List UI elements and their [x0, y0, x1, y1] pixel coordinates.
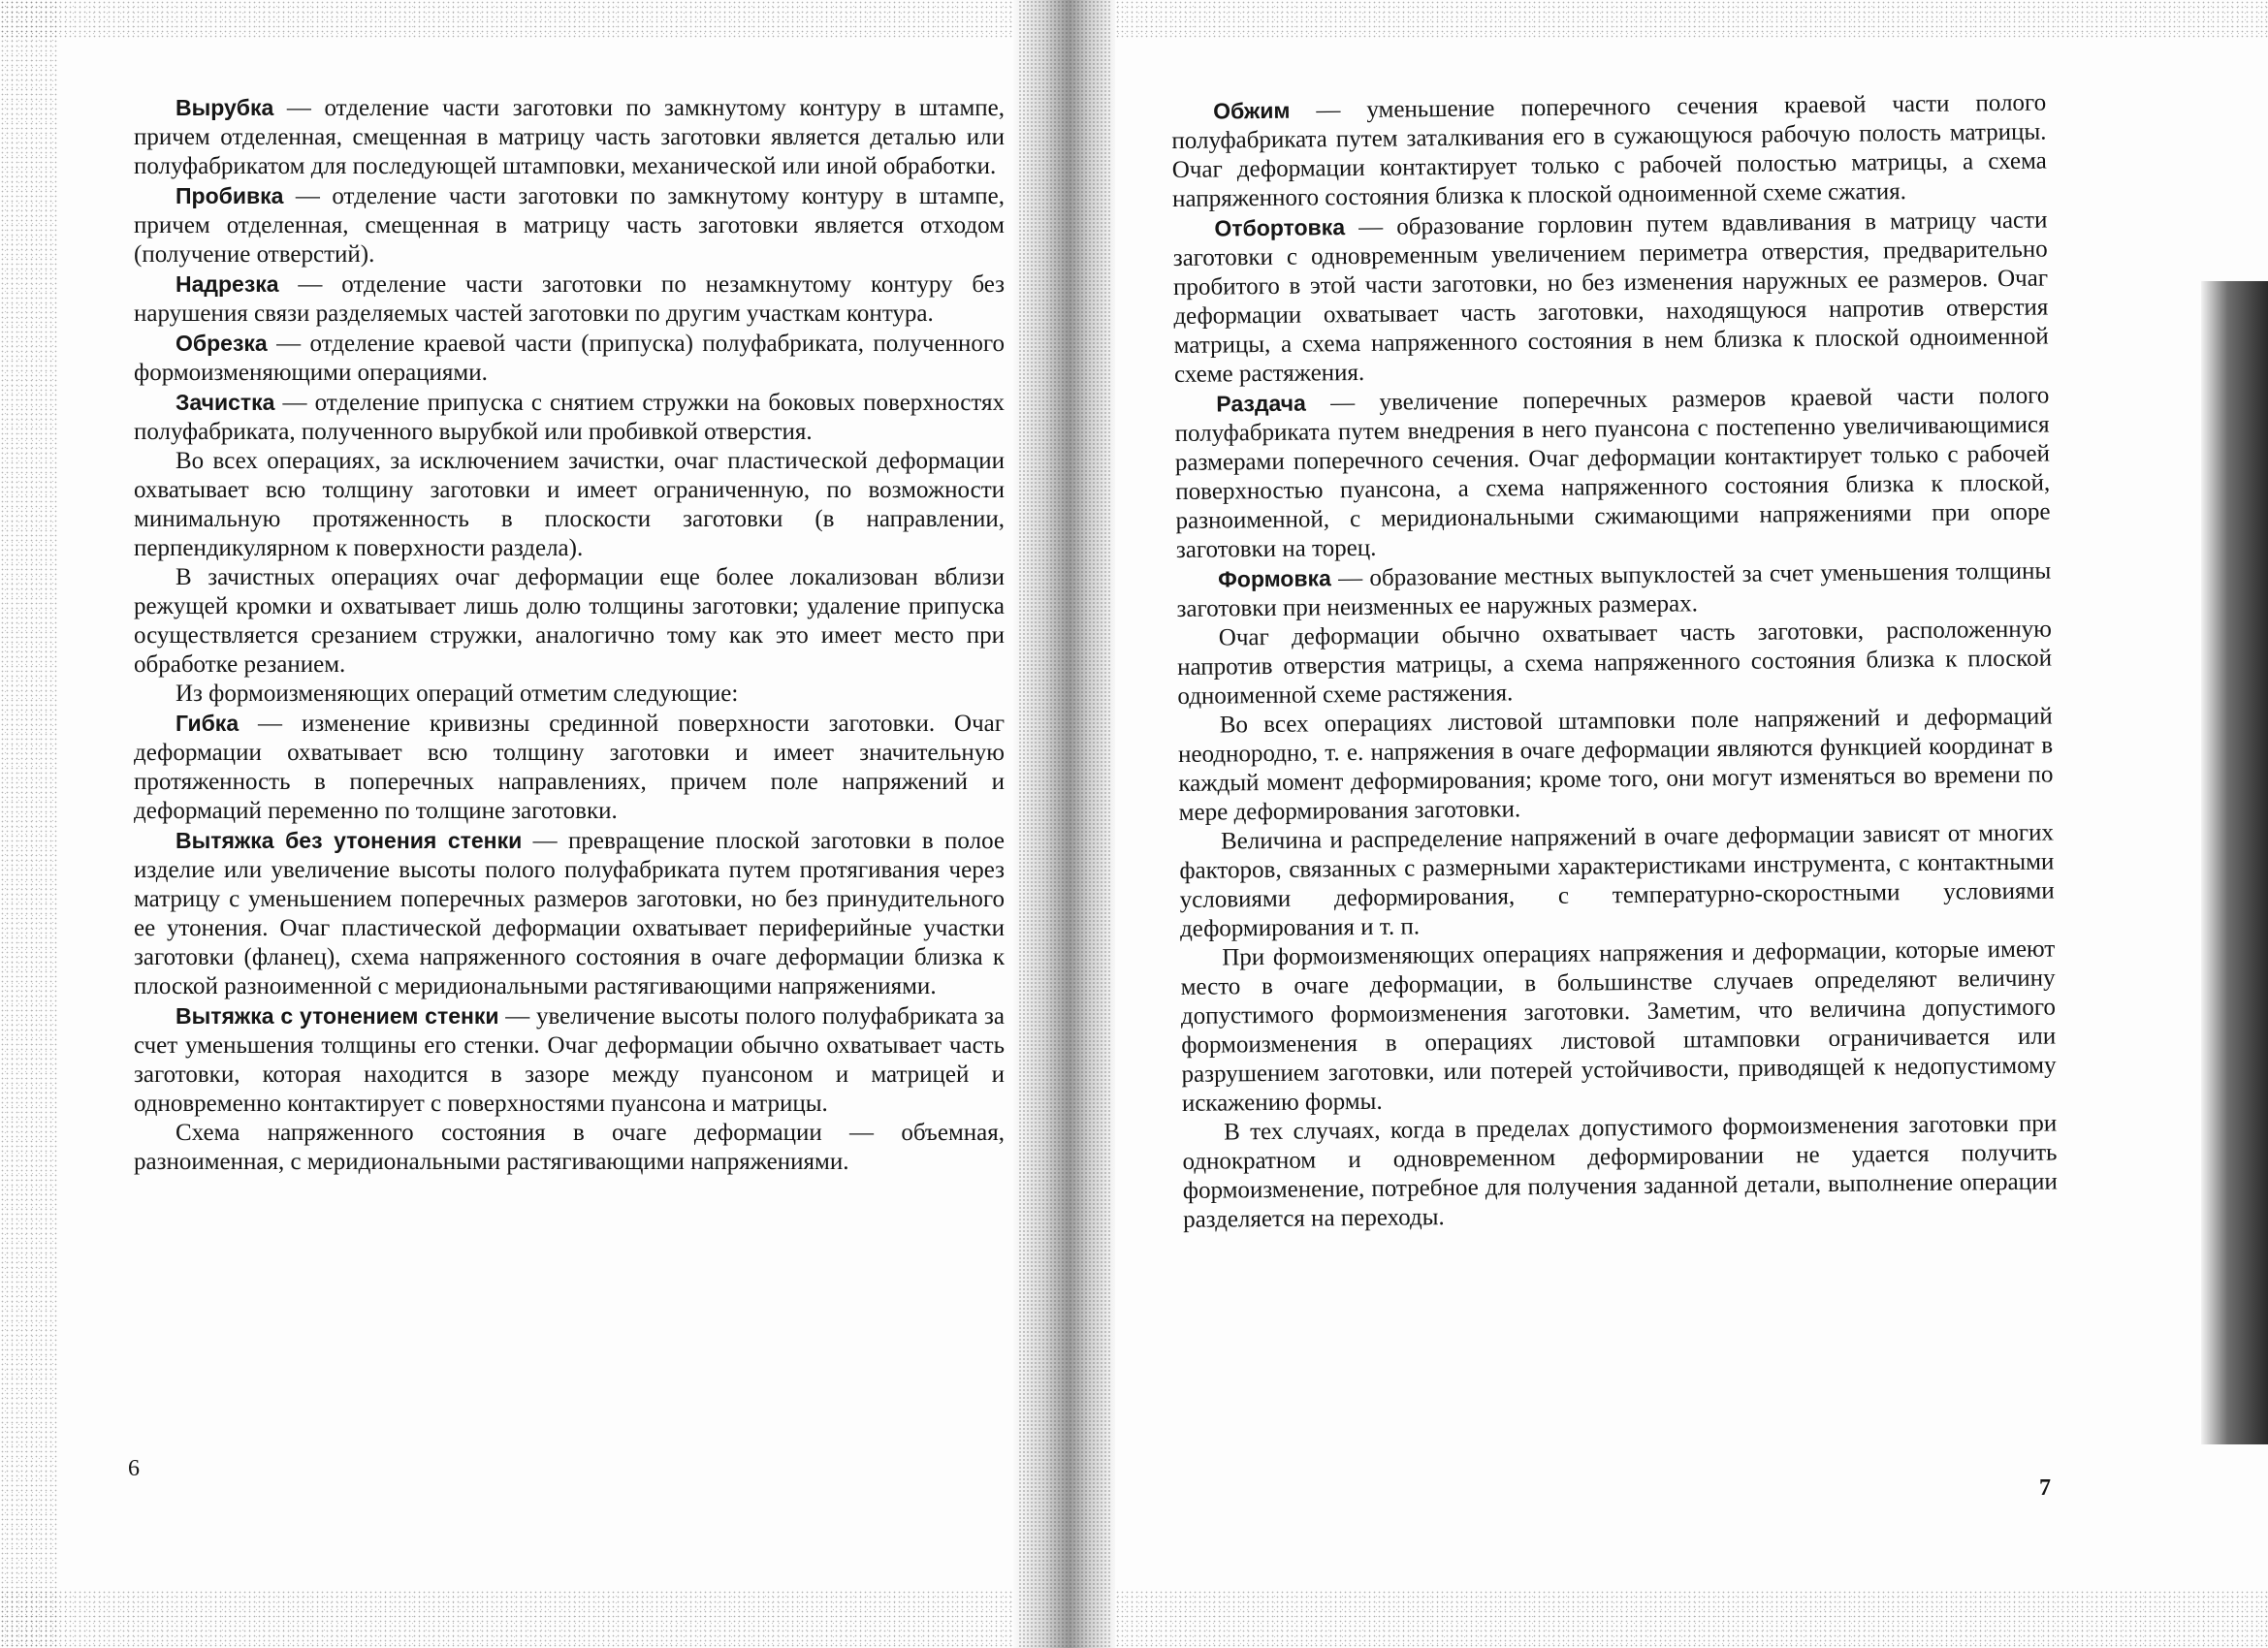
- scan-noise-left: [0, 0, 58, 1648]
- paragraph: [1172, 206, 2049, 390]
- paragraph: [134, 680, 1005, 709]
- paragraph: [134, 563, 1005, 680]
- paragraph-text: — отделение припуска с снятием стружки на боковых поверхностях полуфабриката, полученного вырубкой или пробивкой отверстия.: [134, 390, 1005, 445]
- term: Отбортовка: [1214, 214, 1346, 241]
- paragraph-text: — увеличение поперечных размеров краевой части полого полуфабриката путем внедрения в него пуансона с постепенно увеличивающимися размерами поперечного сечения. Очаг деформации контактирует только с рабочей поверхностью пуансона, а схема напряженного состояния близка к плоской, разноименной, с меридиональными сжимающими напряжениями при опоре заготовки на торец.: [1174, 382, 2051, 563]
- term: Формовка: [1218, 565, 1331, 592]
- term: Вытяжка без утонения стенки: [176, 828, 523, 853]
- paragraph: [134, 447, 1005, 563]
- paragraph: [1171, 88, 2047, 214]
- paragraph-text: — отделение краевой части (припуска) полуфабриката, полученного формоизменяющими операциями.: [134, 331, 1005, 386]
- term: Вырубка: [176, 95, 274, 120]
- paragraph-text: — отделение части заготовки по замкнутому контуру в штампе, причем отделенная, смещенная в матрицу часть заготовки является деталью или полуфабрикатом для последующей штамповки, механической или иной обработки.: [134, 95, 1005, 179]
- paragraph-text: — отделение части заготовки по замкнутому контуру в штампе, причем отделенная, смещенная в матрицу часть заготовки является отходом (получение отверстий).: [134, 183, 1005, 268]
- paragraph: [1174, 381, 2051, 565]
- paragraph: [134, 181, 1005, 269]
- paragraph-text: — увеличение высоты полого полуфабриката за счет уменьшения толщины его стенки. Очаг деформации обычно охватывает часть заготовки, которая находится в зазоре между пуансоном и матрицей и одновременно контактирует с поверхностями пуансона и матрицы.: [134, 1003, 1005, 1117]
- left-page: [134, 93, 1005, 1177]
- page-number-left: 6: [128, 1456, 140, 1481]
- paragraph-text: Во всех операциях листовой штамповки поле напряжений и деформаций неоднородно, т. е. напряжения в очаге деформации являются функцией координат в каждый момент деформирования; кроме того, они могут изменяться во времени по мере деформирования заготовки.: [1177, 703, 2054, 826]
- paragraph: [134, 1001, 1005, 1119]
- paragraph-text: — уменьшение поперечного сечения краевой части полого полуфабриката путем заталкивания его в сужающуюся рабочую полость матрицы. Очаг деформации контактирует только с рабочей полостью матрицы, а схема напряженного состояния близка к плоской одноименной схеме сжатия.: [1171, 89, 2047, 212]
- paragraph: [1176, 556, 2052, 624]
- scan-noise-top: [0, 0, 2268, 39]
- term: Надрезка: [176, 271, 279, 297]
- paragraph-text: — изменение кривизны срединной поверхности заготовки. Очаг деформации охватывает всю толщину заготовки и имеет значительную протяженность в поперечных направлениях, причем поле напряжений и деформаций переменно по толщине заготовки.: [134, 711, 1005, 824]
- paragraph-text: — превращение плоской заготовки в полое изделие или увеличение высоты полого полуфабриката путем протягивания через матрицу с уменьшением поперечных размеров заготовки, но без принудительного ее утонения. Очаг пластической деформации охватывает периферийные участки заготовки (фланец), схема напряженного состояния в очаге деформации близка к плоской разноименной с меридиональными растягивающими напряжениями.: [134, 828, 1005, 999]
- gutter-shadow-texture: [1018, 0, 1110, 1648]
- paragraph-text: — образование горловин путем вдавливания в матрицу части заготовки с одновременным увеличением периметра отверстия, предварительно пробитого в этой части заготовки, но без изменения наружных ее размеров. Очаг деформации охватывает часть заготовки, находящуюся напротив отверстия матрицы, а схема напряженного состояния в нем близка к плоской одноименной схеме растяжения.: [1172, 206, 2049, 388]
- paragraph-text: В зачистных операциях очаг деформации еще более локализован вблизи режущей кромки и охватывает лишь долю толщины заготовки; удаление припуска осуществляется срезанием стружки, аналогично тому как это имеет место при обработке резанием.: [134, 564, 1005, 678]
- paragraph: [134, 388, 1005, 447]
- paragraph-text: Схема напряженного состояния в очаге деформации — объемная, разноименная, с меридиональными растягивающими напряжениями.: [134, 1120, 1005, 1175]
- paragraph-text: — образование местных выпуклостей за счет уменьшения толщины заготовки при неизменных ее наружных размерах.: [1176, 557, 2052, 622]
- paragraph: [1179, 819, 2055, 944]
- paragraph-text: Величина и распределение напряжений в очаге деформации зависят от многих факторов, связанных с размерными характеристиками инструмента, с контактными условиями деформирования, с температурно-скоростными условиями деформирования и т. п.: [1179, 819, 2055, 942]
- page-number-right: 7: [2039, 1475, 2051, 1501]
- paragraph-text: — отделение части заготовки по незамкнутому контуру без нарушения связи разделяемых частей заготовки по другим участкам контура.: [134, 271, 1005, 327]
- paragraph: [134, 329, 1005, 388]
- page-edge-shadow: [2201, 281, 2268, 1444]
- term: Раздача: [1216, 390, 1306, 417]
- paragraph-text: Из формоизменяющих операций отметим следующие:: [176, 681, 739, 707]
- paragraph-text: В тех случаях, когда в пределах допустимого формоизменения заготовки при однократном и одновременном деформировании не удается получить формоизменение, потребное для получения заданной детали, выполнение операции разделяется на переходы.: [1182, 1110, 2058, 1233]
- term: Обжим: [1213, 97, 1291, 124]
- term: Зачистка: [176, 390, 275, 415]
- paragraph: [134, 93, 1005, 181]
- paragraph: [134, 826, 1005, 1001]
- paragraph-text: Очаг деформации обычно охватывает часть заготовки, расположенную напротив отверстия матрицы, а схема напряженного состояния близка к плоской одноименной схеме растяжения.: [1177, 616, 2053, 710]
- paragraph: [1177, 616, 2053, 712]
- term: Гибка: [176, 711, 240, 736]
- paragraph-text: Во всех операциях, за исключением зачистки, очаг пластической деформации охватывает всю толщину заготовки и имеет ограниченную, по возможности минимальную протяженность в плоскости заготовки (в направлении, перпендикулярном к поверхности раздела).: [134, 448, 1005, 561]
- paragraph: [134, 1119, 1005, 1177]
- term: Вытяжка с утонением стенки: [176, 1003, 499, 1029]
- paragraph: [1180, 935, 2057, 1119]
- paragraph: [1178, 703, 2054, 828]
- term: Пробивка: [176, 183, 284, 208]
- paragraph: [134, 709, 1005, 826]
- paragraph: [1182, 1109, 2058, 1234]
- scan-noise-bottom: [0, 1590, 2268, 1648]
- right-page: [1171, 88, 2058, 1235]
- paragraph: [134, 269, 1005, 329]
- paragraph-text: При формоизменяющих операциях напряжения и деформации, которые имеют место в очаге деформации, в большинстве случаев определяют величину допустимого формоизменения заготовки. Заметим, что величина допустимого формоизменения в операциях листовой штамповки ограничивается или разрушением заготовки, или потерей устойчивости, приводящей к недопустимому искажению формы.: [1180, 935, 2057, 1117]
- term: Обрезка: [176, 331, 268, 356]
